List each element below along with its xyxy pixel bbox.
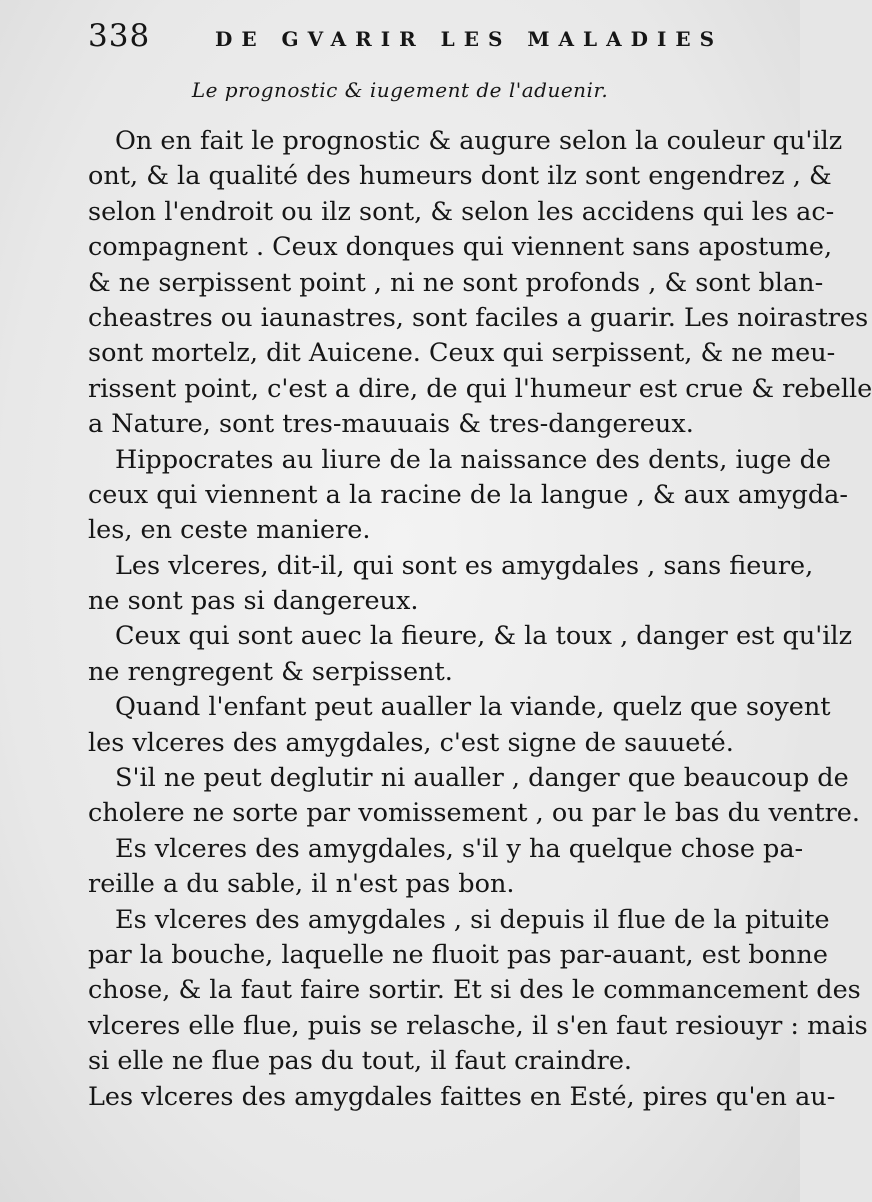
page-number: 338 xyxy=(88,18,151,54)
text-line: selon l'endroit ou ilz sont, & selon les accidens qui les ac- xyxy=(88,196,835,227)
text-line: Les vlceres, dit-il, qui sont es amygdales , sans fieure, xyxy=(115,550,814,581)
text-line: Hippocrates au liure de la naissance des dents, iuge de xyxy=(115,444,831,475)
page-header xyxy=(88,18,738,58)
text-line: Es vlceres des amygdales , si depuis il flue de la pituite xyxy=(115,904,830,935)
text-line: ne rengregent & serpissent. xyxy=(88,656,453,687)
text-line: S'il ne peut deglutir ni aualler , danger que beaucoup de xyxy=(115,763,849,794)
running-title: DE GVARIR LES MALADIES xyxy=(215,27,724,51)
body-text xyxy=(88,124,872,1115)
text-line: a Nature, sont tres-mauuais & tres-dangereux. xyxy=(88,409,694,440)
text-line: Les vlceres des amygdales faittes en Esté, pires qu'en au- xyxy=(88,1081,836,1112)
text-line: rissent point, c'est a dire, de qui l'humeur est crue & rebelle xyxy=(88,373,872,404)
text-line: compagnent . Ceux donques qui viennent sans apostume, xyxy=(88,232,833,263)
text-line: On en fait le prognostic & augure selon la couleur qu'ilz xyxy=(115,126,843,156)
text-line: par la bouche, laquelle ne fluoit pas par-auant, est bonne xyxy=(88,939,828,970)
text-line: Es vlceres des amygdales, s'il y ha quelque chose pa- xyxy=(115,833,804,864)
text-line: les vlceres des amygdales, c'est signe de sauueté. xyxy=(88,727,734,758)
text-line: Quand l'enfant peut aualler la viande, quelz que soyent xyxy=(115,692,831,723)
text-line: ont, & la qualité des humeurs dont ilz sont engendrez , & xyxy=(88,161,832,192)
text-line: vlceres elle flue, puis se relasche, il s'en faut resiouyr : mais xyxy=(88,1010,868,1041)
section-heading: Le prognostic & iugement de l'aduenir. xyxy=(191,78,609,102)
text-line: ceux qui viennent a la racine de la langue , & aux amygda- xyxy=(88,479,848,510)
text-line: ne sont pas si dangereux. xyxy=(88,586,419,617)
text-line: cholere ne sorte par vomissement , ou par le bas du ventre. xyxy=(88,798,860,829)
text-line: sont mortelz, dit Auicene. Ceux qui serpissent, & ne meu- xyxy=(88,338,836,369)
text-line: & ne serpissent point , ni ne sont profonds , & sont blan- xyxy=(88,267,824,298)
text-line: reille a du sable, il n'est pas bon. xyxy=(88,869,515,900)
text-line: si elle ne flue pas du tout, il faut craindre. xyxy=(88,1046,633,1077)
text-line: cheastres ou iaunastres, sont faciles a guarir. Les noirastres xyxy=(88,302,869,333)
text-line: chose, & la faut faire sortir. Et si des le commancement des xyxy=(88,975,861,1006)
text-line: Ceux qui sont auec la fieure, & la toux , danger est qu'ilz xyxy=(115,621,852,652)
text-line: les, en ceste maniere. xyxy=(88,515,371,546)
